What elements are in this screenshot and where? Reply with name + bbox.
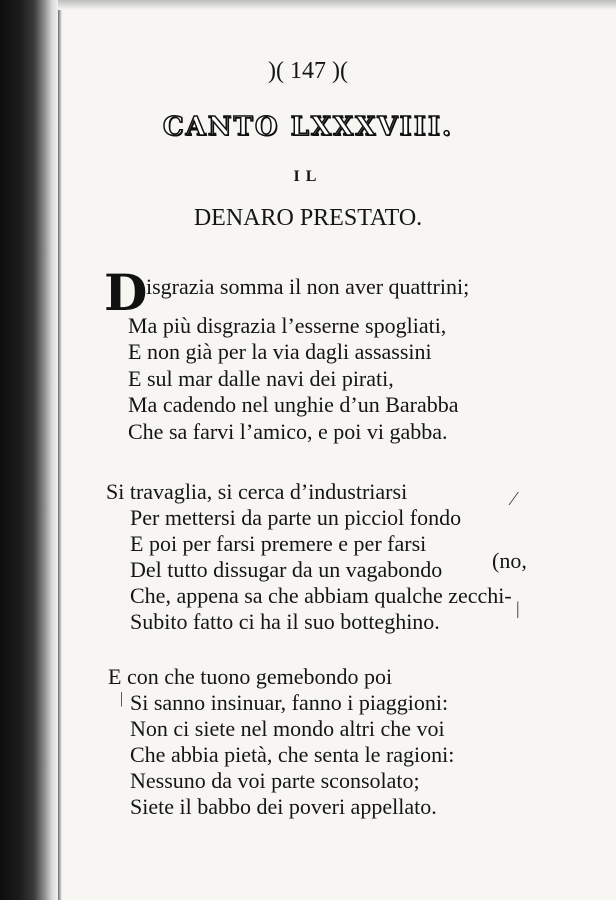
stanza-1-line-4: E sul mar dalle navi dei pirati, (128, 366, 394, 391)
margin-mark: ⁄ (512, 488, 516, 510)
stanza-3-line-3: Non ci siete nel mondo altri che voi (130, 716, 445, 741)
title-article: IL (293, 168, 323, 185)
canto-heading: CANTO LXXXVIII. (162, 112, 454, 142)
stanza-3-line-6: Siete il babbo dei poveri appellato. (130, 794, 437, 819)
stanza-3-line-4: Che abbia pietà, che senta le ragioni: (130, 742, 455, 767)
stanza-3-line-2: Si sanno insinuar, fanno i piaggioni: (130, 690, 449, 715)
stanza-2-overflow: (no, (492, 548, 527, 573)
page-number: )( 147 )( (268, 58, 348, 84)
poem-title: DENARO PRESTATO. (193, 205, 423, 231)
stanza-1-line-3: E non già per la via dagli assassini (128, 339, 432, 364)
stanza-2-line-1: Si travaglia, si cerca d’industriarsi (106, 479, 408, 504)
stanza-1-line-2: Ma più disgrazia l’esserne spogliati, (128, 313, 447, 338)
stanza-2-line-4: Del tutto dissugar da un vagabondo (130, 557, 443, 582)
stanza-1-line-5: Ma cadendo nel unghie d’un Barabba (128, 392, 459, 417)
stanza-3-line-1: E con che tuono gemebondo poi (108, 664, 393, 689)
stanza-1-line-1: isgrazia somma il non aver quattrini; (146, 274, 470, 299)
drop-cap: D (104, 263, 148, 322)
stanza-3-line-5: Nessuno da voi parte sconsolato; (130, 768, 420, 793)
margin-tick-left: | (120, 690, 124, 707)
stanza-2-line-6: Subito fatto ci ha il suo botteghino. (130, 609, 440, 634)
stanza-1-line-6: Che sa farvi l’amico, e poi vi gabba. (128, 419, 448, 444)
page-top-edge (58, 0, 616, 10)
stanza-2-line-5: Che, appena sa che abbiam qualche zecchi- (130, 583, 512, 608)
margin-tick: | (516, 598, 520, 618)
stanza-2-line-2: Per mettersi da parte un picciol fondo (130, 505, 462, 530)
stanza-2-line-3: E poi per farsi premere e per farsi (130, 531, 427, 556)
